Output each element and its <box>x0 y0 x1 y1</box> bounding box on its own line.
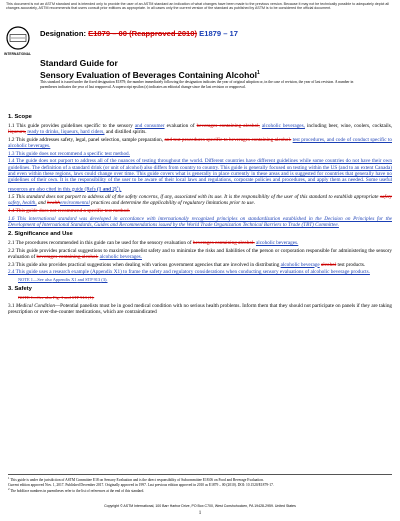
page-number: 1 <box>198 511 202 516</box>
title-line-2: Sensory Evaluation of Beverages Containing Alcohol$^1$ <box>40 69 260 80</box>
body-sections <box>8 111 392 317</box>
paragraph-2-2: 2.2 This guide provides practical suggestions to maximize panelist safety and to minimize the risks and liabilities of the person or corporation responsible for administering the sensory evaluation of beverages containing alcohol. alcoholic beverages. <box>8 247 392 260</box>
paragraph-1-4: 1.4 The guide does not purport to address all of the nuances of testing throughout the world. Different countries have different guidelines while some countries do not have their own guidelines. The definition of a standard drink (or unit of alcohol) also differs from country to country. This guide is generally focused on testing within the US (and to an extent Canada) and even within these regions, laws could change over time. This guide covers what is generally in place currently in these areas and is suggested for countries that generally have no guidelines of their own. It is the responsibility of the user to be aware of their local laws and regulations, corporate policies and procedures, and apply them as needed. Some useful resources are also cited in this guide (Refs (1 and 2)$^2$). <box>8 158 392 193</box>
designation-old: E1879 – 00 (Reapproved 2010) <box>88 29 198 38</box>
designation-label: Designation: <box>40 29 86 38</box>
paragraph-1-2: 1.2 This guide addresses safety, legal, panel selection, sample preparation, and test procedures specific to beverages containing alcohol. test procedures, and code of conduct specific to alcoholic beverages. <box>8 136 392 149</box>
footnote-1: $^1$ This guide is under the jurisdiction of ASTM Committee E18 on Sensory Evaluation and is the direct responsibility of Subcommittee E18.06 on Food and Beverage Evaluation. <box>8 476 264 483</box>
paragraph-1-6: 1.6 This international standard was developed in accordance with internationally recognized principles on standardization established in the Decision on Principles for the Development of International Standards, Guides and Recommendations issued by the World Trade Organization Technical Barriers to Trade (TBT) Committee. <box>8 215 392 228</box>
paragraph-1-1: 1.1 This guide provides guidelines specific to the sensory and consumer evaluation of beverages containing alcohol, alcoholic beverages, including beer, wine, coolers, cocktails, liqueurs, ready to drinks, liqueurs, hard ciders, and distilled spirits. <box>8 122 393 135</box>
paragraph-1-3: 1.3 This guide does not recommend a specific test method. <box>8 150 130 157</box>
scope-heading: 1. Scope <box>8 114 32 120</box>
footnote-1b: Current edition approved Nov. 1, 2017. Published December 2017. Originally approved in 1997. Last previous edition approved in 2010 as E1879 – 00 (2010). DOI: 10.1520/E1879-17. <box>8 482 274 487</box>
document-title <box>40 58 390 80</box>
note-1: NOTE 1—See also Appendix X1 and STP 913 (3). <box>18 276 108 282</box>
paragraph-3-1: 3.1 Medical Condition—Potential panelists must be in good medical condition with no serious health problems. Inform them that they should not participate on panels if they are taking prescription or over-the-counter medications, which are contraindicated <box>8 302 393 315</box>
designation-new: E1879 – 17 <box>199 29 239 38</box>
paragraph-2-3: 2.3 This guide also provides practical suggestions when dealing with various government agencies that are involved in distributing alcoholic beverage alcohol test products. <box>8 261 366 268</box>
note-1-deleted: NOTE 1—See also Fig. 1 and STP 913 (1). <box>18 294 95 300</box>
footnotes <box>8 474 392 494</box>
disclaimer-text: This document is not an ASTM standard and is intended only to provide the user of an ASTM standard an indication of what changes have been made to the previous version. Because it may not be technically possible to adequately depict all changes accurately, ASTM recommends that users consult prior editions as appropriate. In all cases only the current version of the standard as published by ASTM is to be considered the official document. <box>6 2 389 11</box>
paragraph-1-5: 1.5 This standard does not purport to address all of the safety concerns, if any, associated with its use. It is the responsibility of the user of this standard to establish appropriate safety safety, health, and healthenvironmental practices and determine the applicability of regulatory limitations prior to use. <box>8 193 393 207</box>
safety-heading: 3. Safety <box>8 286 32 293</box>
designation <box>40 29 238 38</box>
title-line-1: Standard Guide for <box>40 58 118 68</box>
copyright: Copyright © ASTM International, 100 Barr Harbor Drive, PO Box C700, West Conshohocken, PA 19428-2959. United States <box>104 504 296 508</box>
paragraph-1-4-deleted: 1.4 This guide does not recommend a specific test method. <box>8 207 130 214</box>
logo-label: INTERNATIONAL <box>4 52 32 56</box>
paragraph-2-4: 2.4 This guide uses a research example (Appendix X1) to frame the safety and regulatory considerations when conducting sensory evaluations of alcoholic beverage products. <box>8 269 370 276</box>
footnote-2: $^2$ The boldface numbers in parentheses refer to the list of references at the end of this standard. <box>8 487 145 494</box>
paragraph-2-1: 2.1 The procedures recommended in this guide can be used for the sensory evaluation of beverages containing alcohol. alcoholic beverages. <box>8 239 299 246</box>
astm-logo <box>6 26 30 52</box>
appendix-link[interactable]: Appendix X1 <box>52 276 77 282</box>
significance-heading: 2. Significance and Use <box>8 231 73 238</box>
issuance-notice: This standard is issued under the fixed designation E1879; the number immediately following the designation indicates the year of original adoption or, in the case of revision, the year of last revision. A number in parentheses indicates the year of last reapproval. A superscript epsilon (ε) indicates an editorial change since the last revision or reapproval. <box>40 80 354 89</box>
